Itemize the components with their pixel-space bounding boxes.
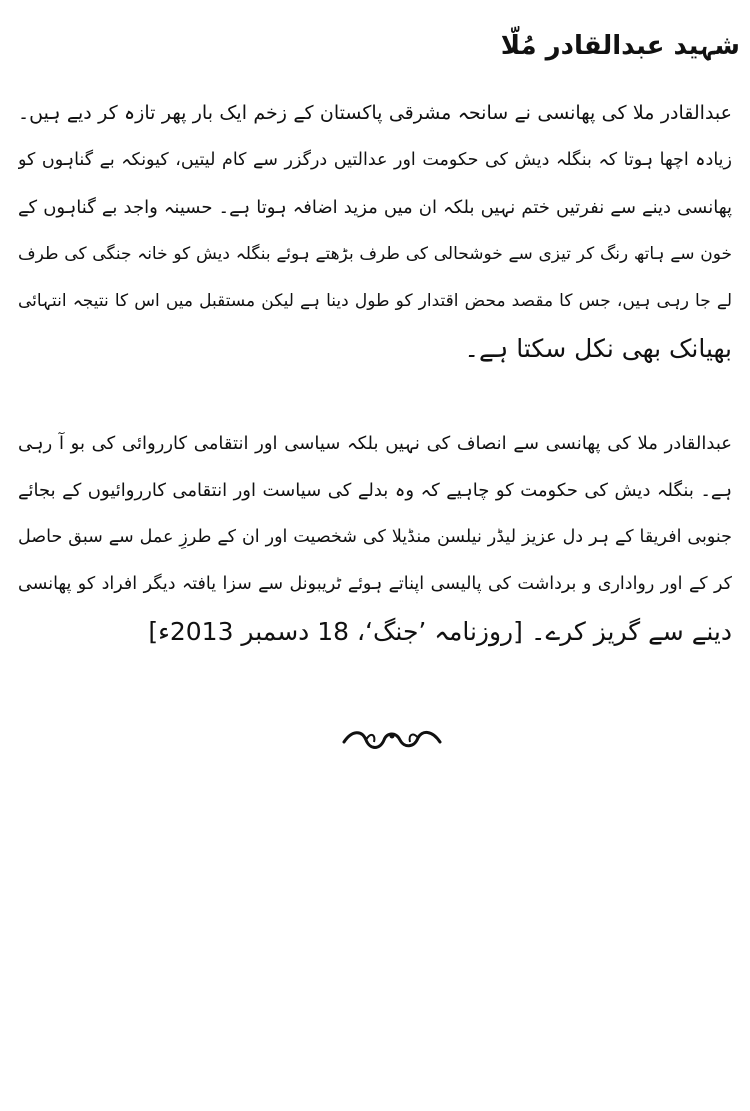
text-line: بھیانک بھی نکل سکتا ہے۔ [464, 334, 732, 363]
text-line: ہے۔ بنگلہ دیش کی حکومت کو چاہیے کہ وہ بدلے کی سیاست اور انتقامی کارروائیوں کے بجائے [18, 480, 732, 501]
text-line: زیادہ اچھا ہوتا کہ بنگلہ دیش کی حکومت اور عدالتیں درگزر سے کام لیتیں، کیونکہ بے گناہوں کو [18, 150, 732, 170]
text-line: لے جا رہی ہیں، جس کا مقصد محض اقتدار کو طول دینا ہے لیکن مستقبل میں اس کا نتیجہ انتہائی [18, 291, 732, 311]
text-line: خون سے ہاتھ رنگ کر تیزی سے خوشحالی کی طرف بڑھتے ہوئے بنگلہ دیش کو خانہ جنگی کی طرف [18, 244, 732, 264]
text-line: عبدالقادر ملا کی پھانسی نے سانحہ مشرقی پاکستان کے زخم ایک بار پھر تازہ کر دیے ہیں۔ [18, 102, 732, 124]
text-line: کر کے اور رواداری و برداشت کی پالیسی اپناتے ہوئے ٹریبونل سے سزا یافتہ دیگر افراد کو پھانسی [18, 574, 732, 594]
source-citation-line: دینے سے گریز کرے۔ [روزنامہ ’جنگ‘، 18 دسمبر 2013ء] [148, 617, 732, 646]
decorative-flourish-icon [340, 722, 444, 756]
paragraph [18, 420, 732, 655]
article-heading: شہید عبدالقادر مُلّا [500, 31, 740, 61]
text-line: پھانسی دینے سے نفرتیں ختم نہیں بلکہ ان میں مزید اضافہ ہوتا ہے۔ حسینہ واجد بے گناہوں کے [18, 197, 732, 218]
paragraph [18, 90, 732, 372]
text-line: جنوبی افریقا کے ہر دل عزیز لیڈر نیلسن منڈیلا کی شخصیت اور ان کے طرزِ عمل سے سبق حاصل [18, 527, 732, 547]
text-line: عبدالقادر ملا کی پھانسی سے انصاف کی نہیں بلکہ سیاسی اور انتقامی کارروائی کی بو آ رہی [18, 433, 732, 454]
